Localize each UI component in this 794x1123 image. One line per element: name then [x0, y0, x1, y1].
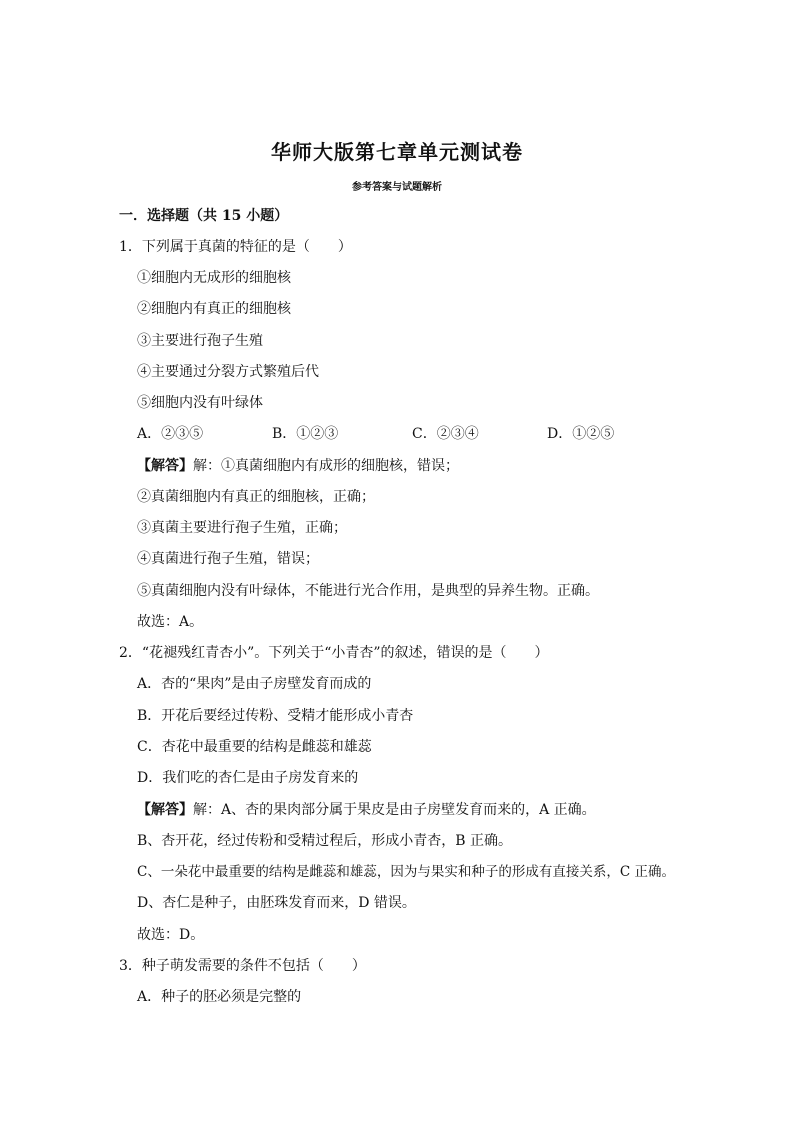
section-heading: 一．选择题（共 15 小题） [119, 208, 289, 224]
q2-answer-line: 故选：D。 [137, 927, 205, 943]
q1-answer-first-line [137, 457, 459, 475]
question-1-stem: 1．下列属于真菌的特征的是（ ） [119, 239, 352, 255]
q1-option-b: B．①②③ [272, 426, 339, 442]
question-2-stem: 2．“花褪残红青杏小”。下列关于“小青杏”的叙述，错误的是（ ） [119, 645, 549, 661]
q2-option-b: B．开花后要经过传粉、受精才能形成小青杏 [137, 708, 414, 724]
q2-option-d: D．我们吃的杏仁是由子房发育来的 [137, 770, 359, 786]
q2-answer-line: B、杏开花，经过传粉和受精过程后，形成小青杏，B 正确。 [137, 833, 513, 849]
q2-answer-line: C、一朵花中最重要的结构是雌蕊和雄蕊，因为与果实和种子的形成有直接关系，C 正确。 [137, 864, 675, 880]
q1-item: ④主要通过分裂方式繁殖后代 [137, 364, 319, 380]
q1-answer-line: ②真菌细胞内有真正的细胞核，正确； [137, 489, 375, 505]
q1-item: ①细胞内无成形的细胞核 [137, 270, 291, 286]
q2-answer-line: D、杏仁是种子，由胚珠发育而来，D 错误。 [137, 895, 416, 911]
q1-item: ②细胞内有真正的细胞核 [137, 301, 291, 317]
q1-answer-tag: 【解答】 [137, 458, 193, 474]
question-3-stem: 3．种子萌发需要的条件不包括（ ） [119, 958, 366, 974]
q1-item: ③主要进行孢子生殖 [137, 333, 263, 349]
q1-option-d: D．①②⑤ [547, 426, 615, 442]
document-title: 华师大版第七章单元测试卷 [271, 140, 523, 164]
q2-option-a: A．杏的“果肉”是由子房壁发育而成的 [137, 676, 372, 692]
q2-answer-text: 解：A、杏的果肉部分属于果皮是由子房壁发育而来的，A 正确。 [193, 802, 596, 818]
q1-item: ⑤细胞内没有叶绿体 [137, 395, 263, 411]
document-subtitle: 参考答案与试题解析 [352, 182, 442, 193]
q2-answer-first-line [137, 801, 596, 819]
q2-option-c: C．杏花中最重要的结构是雌蕊和雄蕊 [137, 739, 372, 755]
q1-answer-text: 解：①真菌细胞内有成形的细胞核，错误； [193, 458, 459, 474]
q1-answer-line: 故选：A。 [137, 614, 204, 630]
q1-answer-line: ④真菌进行孢子生殖，错误； [137, 551, 319, 567]
q1-answer-line: ⑤真菌细胞内没有叶绿体，不能进行光合作用，是典型的异养生物。正确。 [137, 583, 599, 599]
q1-option-c: C．②③④ [412, 426, 479, 442]
q2-answer-tag: 【解答】 [137, 802, 193, 818]
q1-option-a: A．②③⑤ [137, 426, 204, 442]
q3-option-a: A．种子的胚必须是完整的 [137, 989, 302, 1005]
q1-answer-line: ③真菌主要进行孢子生殖，正确； [137, 520, 347, 536]
